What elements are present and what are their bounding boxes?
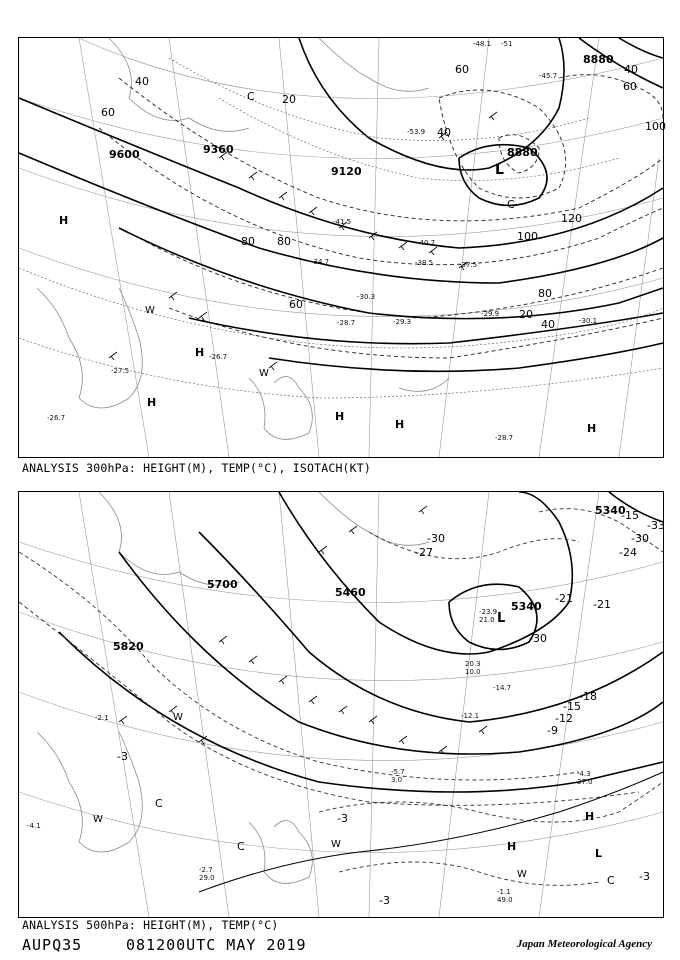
temp-value: -27.5 — [111, 367, 130, 375]
isotach-label: 80 — [277, 235, 291, 248]
high-center: H — [195, 346, 205, 359]
low-center: L — [495, 162, 504, 178]
isotherm-label: -21 — [555, 592, 573, 605]
temp-value: -37.5 — [459, 261, 478, 269]
isotach-label: 40 — [135, 75, 149, 88]
isotherm-label: -3 — [337, 812, 348, 825]
valid-time: 081200UTC MAY 2019 — [126, 936, 307, 954]
station-value: -4.1 — [27, 822, 41, 830]
station-value: 37.0 — [577, 778, 593, 786]
isotherm-label: -15 — [563, 700, 581, 713]
station-value: -4.3 — [577, 770, 591, 778]
temperature-solid — [199, 772, 663, 892]
isotach-label: 20 — [519, 308, 533, 321]
station-value: 21.0 — [479, 616, 495, 624]
station-value: -1.1 — [497, 888, 511, 896]
height-label: 8880 — [583, 53, 614, 66]
isotach-label: 40 — [541, 318, 555, 331]
station-value: -23.9 — [479, 608, 498, 616]
isotherm-label: -30 — [529, 632, 547, 645]
cold-center: C — [237, 840, 245, 853]
isotach-label: 120 — [561, 212, 582, 225]
isotach-label: 100 — [517, 230, 538, 243]
isotach-label: 100 — [645, 120, 666, 133]
station-value: -5.7 — [391, 768, 405, 776]
isotherm-label: -9 — [547, 724, 558, 737]
isotach-label: 80 — [241, 235, 255, 248]
temp-value: -29.9 — [481, 310, 500, 318]
warm-center: W — [517, 869, 527, 880]
isotherm-label: -3 — [117, 750, 128, 763]
isotherm-label: -30 — [427, 532, 445, 545]
station-value: -2.1 — [95, 714, 109, 722]
temp-value: -45.7 — [539, 72, 558, 80]
cold-center: C — [607, 874, 615, 887]
station-value: -14.7 — [493, 684, 512, 692]
height-contours — [59, 492, 663, 792]
temp-value: -29.3 — [393, 318, 412, 326]
temp-value: -34.7 — [311, 258, 330, 266]
isotach-label: 60 — [289, 298, 303, 311]
temp-value: -30.1 — [579, 317, 598, 325]
station-value: 3.0 — [391, 776, 403, 784]
temp-value: -53.9 — [407, 128, 426, 136]
station-value: 10.0 — [465, 668, 481, 676]
graticule — [19, 38, 663, 457]
caption-300hpa: ANALYSIS 300hPa: HEIGHT(M), TEMP(°C), ISOTACH(KT) — [22, 461, 372, 475]
high-center: H — [147, 396, 157, 409]
station-value: 49.0 — [497, 896, 513, 904]
height-label: 9120 — [331, 165, 362, 178]
cold-center: C — [507, 198, 515, 211]
isotach-label: 60 — [623, 80, 637, 93]
wind-barbs — [109, 112, 500, 370]
height-label: 9360 — [203, 143, 234, 156]
height-label: 9600 — [109, 148, 140, 161]
isotherms — [19, 58, 663, 398]
map-panel-500hpa — [18, 491, 664, 918]
temp-value: -40.7 — [417, 239, 436, 247]
height-label: 5340 — [595, 504, 626, 517]
cold-center: C — [247, 90, 255, 103]
temp-value: -48.1 — [473, 40, 492, 48]
warm-center: W — [145, 305, 155, 316]
isotach-label: 40 — [437, 126, 451, 139]
low-center: L — [595, 847, 603, 860]
isotherm-label: -30 — [631, 532, 649, 545]
isotherm-label: -24 — [619, 546, 637, 559]
station-value: 20.3 — [465, 660, 481, 668]
temp-value: -26.7 — [209, 353, 228, 361]
isotherm-label: -21 — [593, 598, 611, 611]
warm-center: W — [259, 368, 269, 379]
low-center: L — [497, 611, 506, 626]
isotherm-label: -33 — [647, 519, 665, 532]
warm-center: W — [173, 712, 183, 723]
isotherm-label: -3 — [639, 870, 650, 883]
temperature-values — [47, 40, 597, 442]
cold-center: C — [155, 797, 163, 810]
warm-center: W — [331, 839, 341, 850]
isotherm-label: -3 — [379, 894, 390, 907]
map-panel-300hpa — [18, 37, 664, 458]
isotach-label: 40 — [624, 63, 638, 76]
isotach-labels — [101, 63, 666, 331]
temp-value: -38.5 — [415, 259, 434, 267]
high-center: H — [335, 410, 345, 423]
isotach-label: 60 — [455, 63, 469, 76]
isotach-label: 80 — [538, 287, 552, 300]
temp-value: -26.7 — [47, 414, 66, 422]
map-500hpa-svg — [19, 492, 663, 917]
station-value: -12.1 — [461, 712, 480, 720]
isotach-label: 60 — [101, 106, 115, 119]
high-center: H — [587, 422, 597, 435]
isotherm-label: -12 — [555, 712, 573, 725]
high-center: H — [585, 810, 595, 823]
height-label: 8880 — [507, 146, 538, 159]
isotherm-label: -15 — [621, 509, 639, 522]
temp-value: -28.7 — [495, 434, 514, 442]
isotherm-label: -18 — [579, 690, 597, 703]
temp-value: -28.7 — [337, 319, 356, 327]
height-label: 5820 — [113, 640, 144, 653]
high-center: H — [59, 214, 69, 227]
station-value: 29.0 — [199, 874, 215, 882]
temp-value: -41.5 — [333, 218, 352, 226]
map-300hpa-svg — [19, 38, 666, 457]
station-value: -2.7 — [199, 866, 213, 874]
warm-center: W — [93, 814, 103, 825]
height-label: 5460 — [335, 586, 366, 599]
temp-value: -51 — [501, 40, 513, 48]
high-center: H — [507, 840, 517, 853]
agency-name: Japan Meteorological Agency — [516, 938, 652, 950]
isotach-label: 20 — [282, 93, 296, 106]
high-center: H — [395, 418, 405, 431]
caption-500hpa: ANALYSIS 500hPa: HEIGHT(M), TEMP(°C) — [22, 918, 279, 932]
temp-value: -30.3 — [357, 293, 376, 301]
isotherm-label: -27 — [415, 546, 433, 559]
chart-footer — [22, 936, 662, 956]
height-label: 5340 — [511, 600, 542, 613]
product-id: AUPQ35 — [22, 936, 83, 954]
height-label: 5700 — [207, 578, 238, 591]
isotherms — [19, 509, 663, 886]
